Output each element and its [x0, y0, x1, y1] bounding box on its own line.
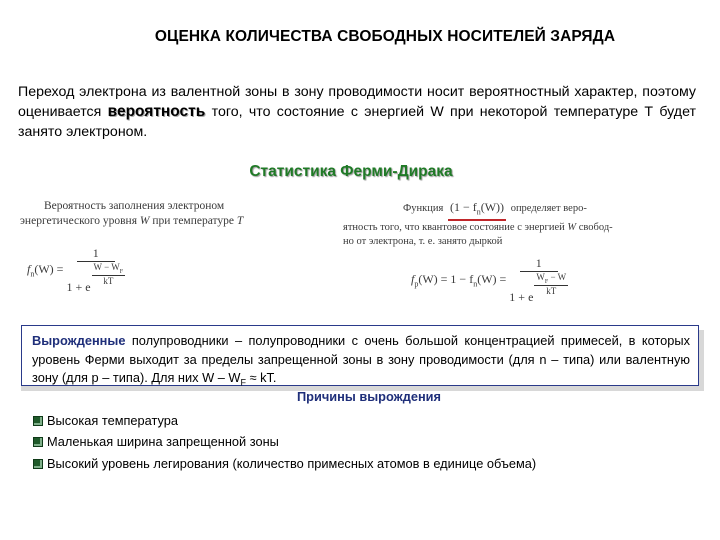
fermi-electron-formula [27, 246, 125, 295]
degenerate-text-1: полупроводники – полупроводники с очень большой концентрацией примесей, в которых уровень Ферми выходит за пределы запрещенной зоны в зону проводимости (для n – типа) или валентную зону (для p – типа). Для них W – W [32, 333, 690, 385]
fp-exp-num-a: W [536, 272, 545, 282]
fp-fraction [509, 256, 568, 305]
hole-desc-line2-a: ятность того, что квантовое состояние с энергией [343, 222, 565, 234]
fn-sub: n [30, 269, 35, 279]
hole-desc-w: W [567, 222, 577, 234]
reasons-heading: Причины вырождения [296, 389, 442, 404]
hole-desc-line1-rest: определяет веро- [510, 203, 587, 214]
fermi-hole-block [343, 200, 693, 249]
checkbox-bullet-icon [33, 416, 43, 426]
checkbox-bullet-icon [33, 437, 43, 447]
fp-lhs [411, 272, 506, 288]
fn-numerator: 1 [77, 246, 115, 262]
electron-desc-w: W [139, 215, 150, 227]
hole-func-word: Функция [403, 203, 444, 214]
fp-exp-num-sub: F [544, 278, 549, 285]
hole-desc-line2-b: свобод- [578, 222, 613, 234]
fn-exp-den: kT [103, 275, 114, 286]
list-item [33, 434, 279, 449]
reason-label: Маленькая ширина запрещенной зоны [47, 434, 279, 449]
fn-exp-num [92, 262, 126, 276]
intro-text-1: Переход электрона из валентной зоны в зону проводимости носит вероятностный характер, поэтому оценивается [18, 84, 696, 120]
fn-den-prefix: 1 + e [66, 279, 91, 294]
intro-text-2: того, что состояние с энергией W при некоторой температуре Т будет занято электроном. [18, 104, 696, 140]
fp-sub2: n [473, 279, 478, 289]
fn-symbol: f [27, 262, 31, 277]
fn-fraction [66, 246, 125, 295]
reason-label: Высокий уровень легирования (количество примесных атомов в единице объема) [47, 456, 537, 471]
fp-sub: p [414, 279, 419, 289]
degenerate-keyword: Вырожденные [32, 333, 126, 348]
hole-func-expr-a: (1 − f [449, 200, 477, 214]
hole-desc-line1 [343, 200, 693, 219]
hole-desc-line3: но от электрона, т. е. занято дыркой [343, 236, 503, 248]
degenerate-text-2: ≈ kT. [246, 370, 277, 385]
intro-paragraph [18, 82, 696, 142]
fp-exp-num-b: − W [548, 272, 567, 282]
fn-lhs [27, 262, 63, 278]
checkbox-bullet-icon [33, 459, 43, 469]
fn-exp-num-text: W − W [93, 262, 120, 272]
fp-exp-den: kT [546, 285, 557, 296]
fp-numerator: 1 [520, 256, 558, 272]
fn-exp-num-sub: F [119, 268, 124, 275]
electron-desc-line1: Вероятность заполнения электроном [44, 200, 225, 212]
fp-symbol: f [411, 272, 415, 287]
electron-desc-line2 [20, 215, 320, 227]
fp-exp-num [534, 272, 568, 286]
degenerate-text [32, 332, 690, 392]
fermi-dirac-heading: Статистика Ферми-Дирака [249, 163, 453, 180]
fp-arg: (W) = 1 − f [418, 272, 474, 287]
electron-desc-line2-a: энергетического уровня [20, 215, 138, 227]
fn-arg: (W) = [34, 262, 64, 277]
reason-label: Высокая температура [47, 413, 178, 428]
fermi-hole-formula [411, 256, 568, 305]
list-item [33, 413, 178, 428]
hole-func-expr-sub: n [476, 207, 481, 217]
hole-func-expr-b: (W)) [480, 200, 505, 214]
red-underline [448, 219, 506, 221]
hole-func-expr [446, 200, 508, 219]
electron-desc-t: T [236, 215, 244, 227]
fermi-electron-block [20, 200, 320, 227]
intro-highlight: вероятность [107, 103, 206, 120]
fp-exponent [534, 272, 568, 296]
fp-arg2: (W) = [477, 272, 507, 287]
page-title: ОЦЕНКА КОЛИЧЕСТВА СВОБОДНЫХ НОСИТЕЛЕЙ ЗАРЯДА [154, 28, 616, 45]
fn-denominator [66, 262, 125, 295]
fp-den-prefix: 1 + e [509, 289, 534, 304]
degenerate-sub: F [240, 377, 246, 388]
electron-desc-line2-b: при температуре [152, 215, 234, 227]
hole-desc-line2 [343, 221, 693, 235]
list-item [33, 456, 536, 471]
fn-exponent [92, 262, 126, 286]
fp-denominator [509, 272, 568, 305]
